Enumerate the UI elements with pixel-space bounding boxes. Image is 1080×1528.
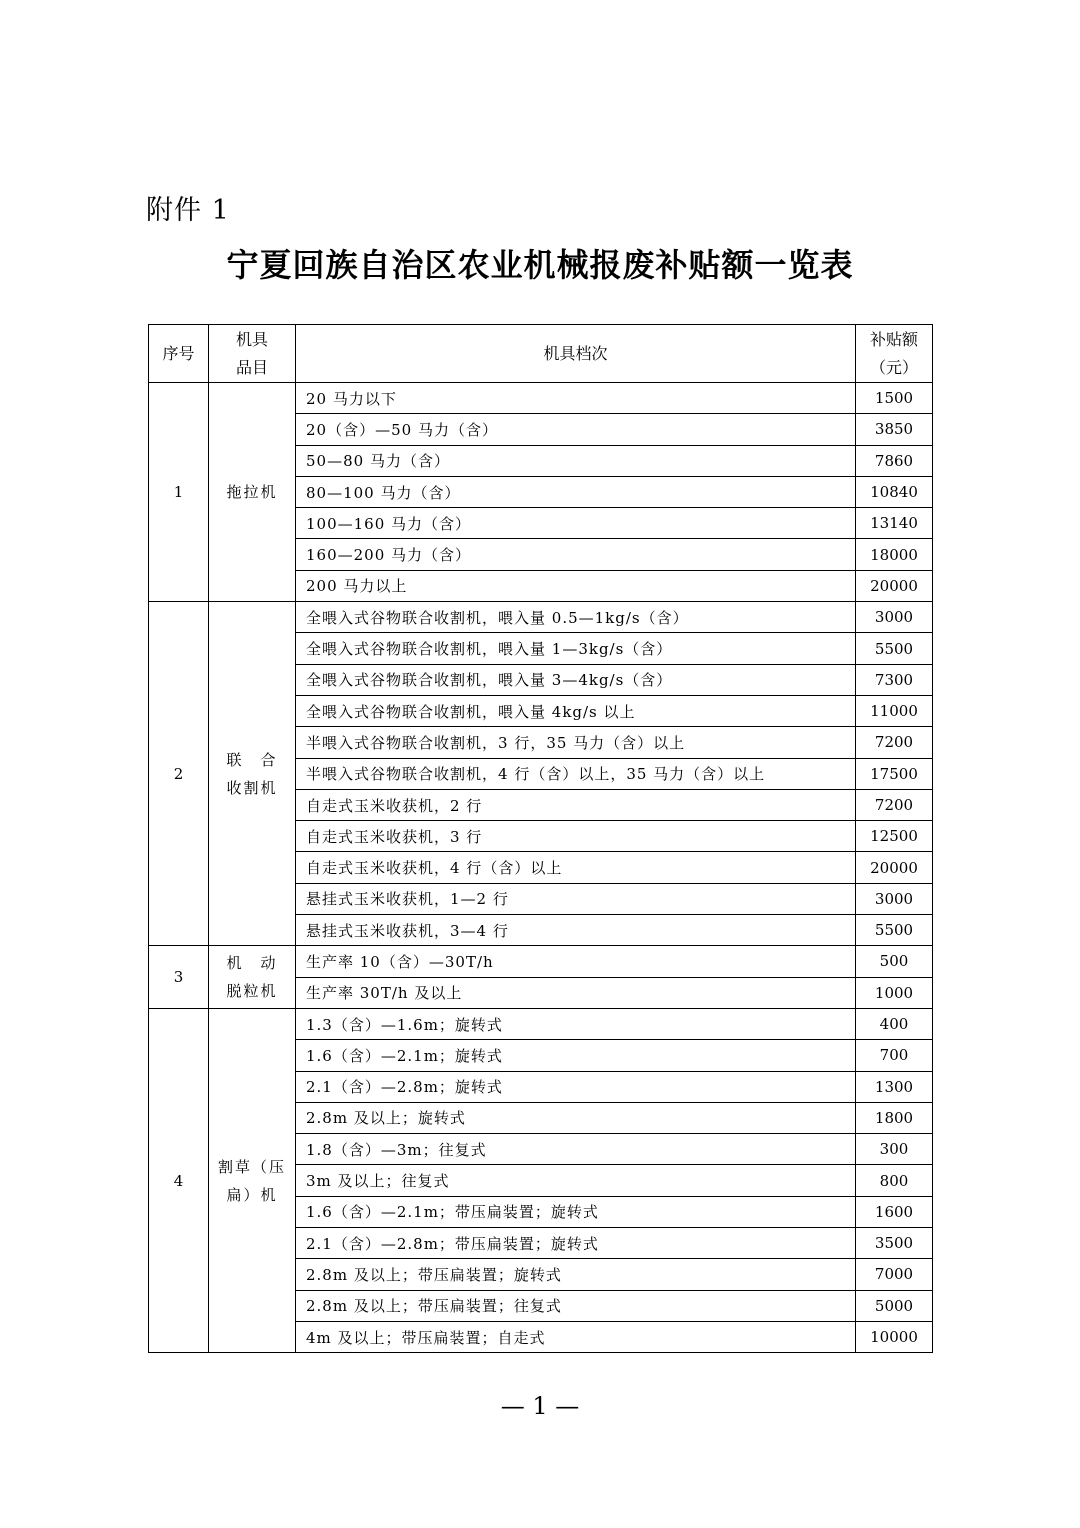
amount-cell: 7000 <box>856 1259 933 1290</box>
grade-cell: 200 马力以上 <box>296 570 856 601</box>
grade-cell: 悬挂式玉米收获机，1—2 行 <box>296 883 856 914</box>
grade-cell: 20（含）—50 马力（含） <box>296 414 856 445</box>
header-amount-line2: （元） <box>869 357 918 377</box>
category-line: 脱粒机 <box>226 982 278 1001</box>
amount-cell: 800 <box>856 1165 933 1196</box>
table-body <box>149 383 933 1353</box>
header-category-line2: 品目 <box>235 357 268 377</box>
grade-cell: 2.1（含）—2.8m；带压扁装置；旋转式 <box>296 1228 856 1259</box>
grade-cell: 1.6（含）—2.1m；带压扁装置；旋转式 <box>296 1196 856 1227</box>
table-header <box>149 325 933 383</box>
amount-cell: 3000 <box>856 602 933 633</box>
grade-cell: 160—200 马力（含） <box>296 539 856 570</box>
grade-cell: 20 马力以下 <box>296 383 856 414</box>
amount-cell: 7300 <box>856 664 933 695</box>
amount-cell: 400 <box>856 1008 933 1039</box>
amount-cell: 700 <box>856 1040 933 1071</box>
header-amount <box>856 325 933 383</box>
header-amount-line1: 补贴额 <box>869 329 918 349</box>
grade-cell: 半喂入式谷物联合收割机，3 行，35 马力（含）以上 <box>296 727 856 758</box>
category-cell <box>209 383 296 602</box>
category-line: 拖拉机 <box>226 483 278 502</box>
grade-cell: 生产率 10（含）—30T/h <box>296 946 856 977</box>
grade-cell: 1.8（含）—3m；往复式 <box>296 1134 856 1165</box>
grade-cell: 半喂入式谷物联合收割机，4 行（含）以上，35 马力（含）以上 <box>296 758 856 789</box>
amount-cell: 7860 <box>856 445 933 476</box>
header-category <box>209 325 296 383</box>
amount-cell: 5500 <box>856 633 933 664</box>
header-category-line1: 机具 <box>235 329 268 349</box>
amount-cell: 500 <box>856 946 933 977</box>
amount-cell: 7200 <box>856 789 933 820</box>
amount-cell: 10840 <box>856 476 933 507</box>
category-cell <box>209 946 296 1009</box>
grade-cell: 悬挂式玉米收获机，3—4 行 <box>296 915 856 946</box>
amount-cell: 13140 <box>856 508 933 539</box>
grade-cell: 自走式玉米收获机，3 行 <box>296 821 856 852</box>
grade-cell: 全喂入式谷物联合收割机，喂入量 0.5—1kg/s（含） <box>296 602 856 633</box>
amount-cell: 17500 <box>856 758 933 789</box>
amount-cell: 1500 <box>856 383 933 414</box>
seq-cell: 3 <box>149 946 209 1009</box>
table-row <box>149 1008 933 1039</box>
amount-cell: 20000 <box>856 852 933 883</box>
header-row <box>149 325 933 383</box>
grade-cell: 1.6（含）—2.1m；旋转式 <box>296 1040 856 1071</box>
table-row <box>149 383 933 414</box>
seq-cell: 4 <box>149 1008 209 1352</box>
page-number: — 1 — <box>500 1392 580 1420</box>
grade-cell: 4m 及以上；带压扁装置；自走式 <box>296 1321 856 1352</box>
amount-cell: 1300 <box>856 1071 933 1102</box>
category-line: 机 动 <box>226 954 278 973</box>
amount-cell: 11000 <box>856 695 933 726</box>
amount-cell: 3500 <box>856 1228 933 1259</box>
grade-cell: 80—100 马力（含） <box>296 476 856 507</box>
amount-cell: 300 <box>856 1134 933 1165</box>
category-line: 收割机 <box>226 778 278 797</box>
amount-cell: 20000 <box>856 570 933 601</box>
seq-cell: 1 <box>149 383 209 602</box>
category-line: 联 合 <box>226 750 278 769</box>
grade-cell: 2.8m 及以上；带压扁装置；往复式 <box>296 1290 856 1321</box>
amount-cell: 1000 <box>856 977 933 1008</box>
grade-cell: 100—160 马力（含） <box>296 508 856 539</box>
grade-cell: 50—80 马力（含） <box>296 445 856 476</box>
table-row <box>149 602 933 633</box>
grade-cell: 自走式玉米收获机，2 行 <box>296 789 856 820</box>
amount-cell: 3850 <box>856 414 933 445</box>
amount-cell: 5500 <box>856 915 933 946</box>
table-row <box>149 946 933 977</box>
grade-cell: 1.3（含）—1.6m；旋转式 <box>296 1008 856 1039</box>
grade-cell: 全喂入式谷物联合收割机，喂入量 4kg/s 以上 <box>296 695 856 726</box>
attachment-label: 附件 1 <box>146 195 230 226</box>
amount-cell: 5000 <box>856 1290 933 1321</box>
grade-cell: 2.1（含）—2.8m；旋转式 <box>296 1071 856 1102</box>
grade-cell: 自走式玉米收获机，4 行（含）以上 <box>296 852 856 883</box>
amount-cell: 10000 <box>856 1321 933 1352</box>
document-title: 宁夏回族自治区农业机械报废补贴额一览表 <box>226 246 854 284</box>
grade-cell: 生产率 30T/h 及以上 <box>296 977 856 1008</box>
amount-cell: 12500 <box>856 821 933 852</box>
category-cell <box>209 1008 296 1352</box>
header-seq: 序号 <box>149 325 209 383</box>
amount-cell: 1800 <box>856 1102 933 1133</box>
category-line: 割草（压 <box>217 1157 286 1176</box>
grade-cell: 3m 及以上；往复式 <box>296 1165 856 1196</box>
grade-cell: 全喂入式谷物联合收割机，喂入量 3—4kg/s（含） <box>296 664 856 695</box>
subsidy-table <box>148 324 933 1353</box>
amount-cell: 1600 <box>856 1196 933 1227</box>
category-line: 扁）机 <box>226 1185 278 1204</box>
header-grade: 机具档次 <box>296 325 856 383</box>
seq-cell: 2 <box>149 602 209 946</box>
amount-cell: 3000 <box>856 883 933 914</box>
amount-cell: 7200 <box>856 727 933 758</box>
grade-cell: 2.8m 及以上；带压扁装置；旋转式 <box>296 1259 856 1290</box>
amount-cell: 18000 <box>856 539 933 570</box>
grade-cell: 全喂入式谷物联合收割机，喂入量 1—3kg/s（含） <box>296 633 856 664</box>
grade-cell: 2.8m 及以上；旋转式 <box>296 1102 856 1133</box>
category-cell <box>209 602 296 946</box>
